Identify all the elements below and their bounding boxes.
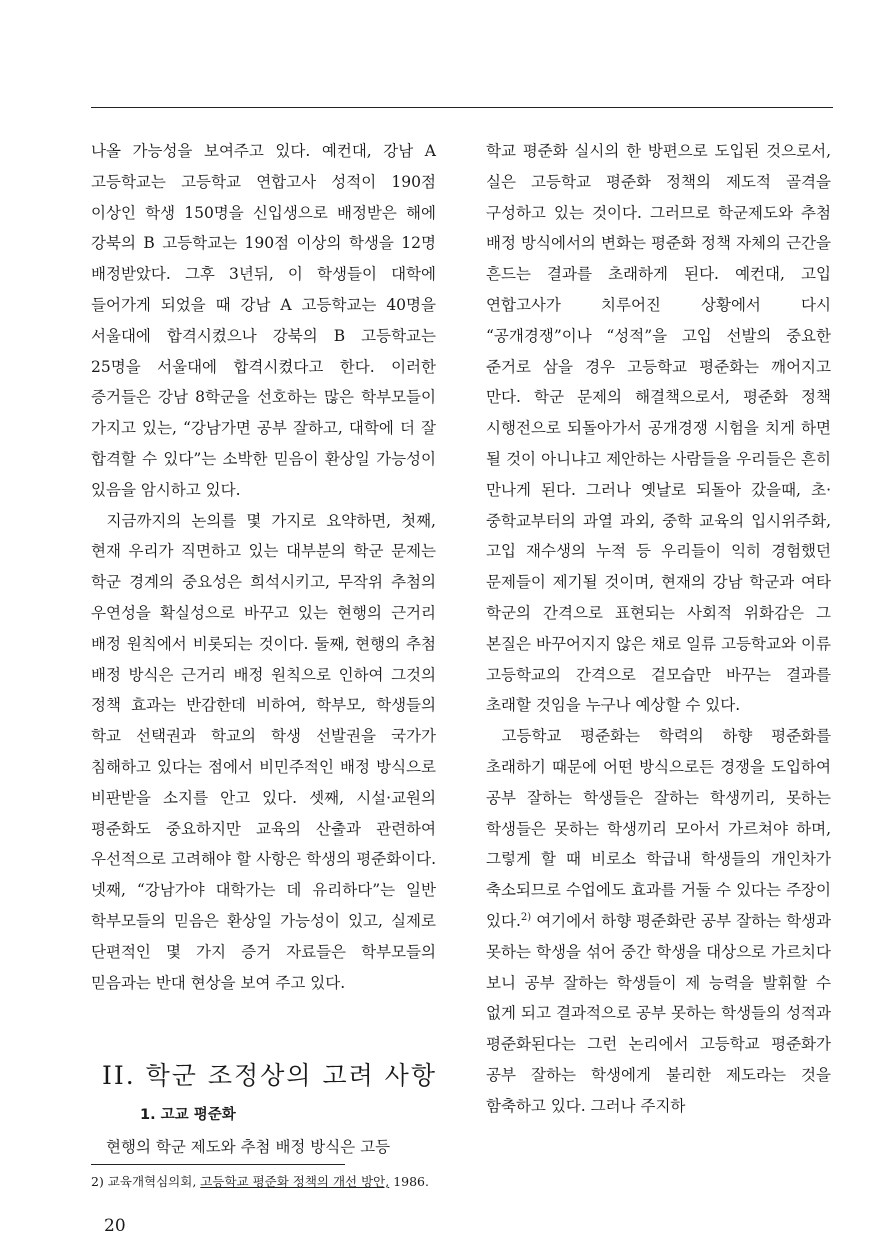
header-rule — [91, 107, 833, 108]
right-paragraph-2-rest: 여기에서 하향 평준화란 공부 잘하는 학생과 못하는 학생을 섞어 중간 학생을 대상으로 가르치다 보니 공부 잘하는 학생들이 제 능력을 발휘할 수 없게 되고 결과적으로 공부 못하는 학생들의 성적과 평준화된다는 그런 논리에서 고등학교 평준화가 공부 잘하는 학생에게 불리한 제도라는 것을 함축하고 있다. 그러나 주지하 — [486, 911, 831, 1115]
footnote-rule — [91, 1164, 345, 1165]
footnote-prefix: 2) 교육개혁심의회, — [91, 1174, 197, 1189]
left-paragraph-1: 나올 가능성을 보여주고 있다. 예컨대, 강남 A 고등학교는 고등학교 연합고사 성적이 190점 이상인 학생 150명을 신입생으로 배정받은 해에 강북의 B 고등학교는 190점 이상의 학생을 12명 배정받았다. 그후 3년뒤, 이 학생들이 대학에 들어가게 되었을 때 강남 A 고등학교는 40명을 서울대에 합격시켰으나 강북의 B 고등학교는 25명을 서울대에 합격시켰다고 한다. 이러한 증거들은 강남 8학군을 선호하는 많은 학부모들이 가지고 있는, “강남가면 공부 잘하고, 대학에 더 잘 합격할 수 있다”는 소박한 믿음이 환상일 가능성이 있음을 암시하고 있다. — [91, 142, 436, 499]
subsection-heading: 1. 고교 평준화 — [140, 1107, 236, 1123]
page-number: 20 — [104, 1216, 126, 1236]
left-column-last-line: 현행의 학군 제도와 추첨 배정 방식은 고등 — [106, 1138, 391, 1156]
footnote-title: 고등학교 평준화 정책의 개선 방안, — [200, 1174, 390, 1189]
footnote-year: 1986. — [393, 1174, 429, 1189]
right-paragraph-2 — [486, 721, 831, 1121]
footnote-reference[interactable]: 2) — [520, 911, 532, 923]
right-paragraph-1: 학교 평준화 실시의 한 방편으로 도입된 것으로서, 실은 고등학교 평준화 정책의 제도적 골격을 구성하고 있는 것이다. 그러므로 학군제도와 추첨 배정 방식에서의 변화는 평준화 정책 자체의 근간을 흔드는 결과를 초래하게 된다. 예컨대, 고입 연합고사가 치루어진 상황에서 다시 “공개경쟁”이나 “성적”을 고입 선발의 중요한 준거로 삼을 경우 고등학교 평준화는 깨어지고 만다. 학군 문제의 해결책으로서, 평준화 정책 시행전으로 되돌아가서 공개경쟁 시험을 치게 하면 될 것이 아니냐고 제안하는 사람들을 우리들은 흔히 만나게 된다. 그러나 옛날로 되돌아 갔을때, 초·중학교부터의 과열 과외, 중학 교육의 입시위주화, 고입 재수생의 누적 등 우리들이 익히 경험했던 문제들이 제기될 것이며, 현재의 강남 학군과 여타 학군의 간격으로 표현되는 사회적 위화감은 그 본질은 바꾸어지지 않은 채로 일류 고등학교와 이류 고등학교의 간격으로 겉모습만 바꾸는 결과를 초래할 것임을 누구나 예상할 수 있다. — [486, 142, 831, 715]
section-heading: II. 학군 조정상의 고려 사항 — [102, 1061, 437, 1090]
left-paragraph-2: 지금까지의 논의를 몇 가지로 요약하면, 첫째, 현재 우리가 직면하고 있는 대부분의 학군 문제는 학군 경계의 중요성은 희석시키고, 무작위 추첨의 우연성을 확실성으로 바꾸고 있는 현행의 근거리 배정 원칙에서 비롯되는 것이다. 둘째, 현행의 추첨 배정 방식은 근거리 배정 원칙으로 인하여 그것의 정책 효과는 반감한데 비하여, 학부모, 학생들의 학교 선택권과 학교의 학생 선발권을 국가가 침해하고 있다는 점에서 비민주적인 배정 방식으로 비판받을 소지를 안고 있다. 셋째, 시설·교원의 평준화도 중요하지만 교육의 산출과 관련하여 우선적으로 고려해야 할 사항은 학생의 평준화이다. 넷째, “강남가야 대학가는 데 유리하다”는 일반 학부모들의 믿음은 환상일 가능성이 있고, 실제로 단편적인 몇 가지 증거 자료들은 학부모들의 믿음과는 반대 현상을 보여 주고 있다. — [91, 511, 436, 992]
right-column — [486, 136, 831, 1122]
left-column — [91, 136, 436, 998]
right-paragraph-2-main: 고등학교 평준화는 학력의 하향 평준화를 초래하기 때문에 어떤 방식으로든 경쟁을 도입하여 공부 잘하는 학생들은 잘하는 학생끼리, 못하는 학생들은 못하는 학생끼리 모아서 가르쳐야 하며, 그렇게 할 때 비로소 학급내 학생들의 개인차가 축소되므로 수업에도 효과를 거둘 수 있다는 주장이 있다. — [486, 727, 831, 930]
footnote — [91, 1172, 429, 1190]
